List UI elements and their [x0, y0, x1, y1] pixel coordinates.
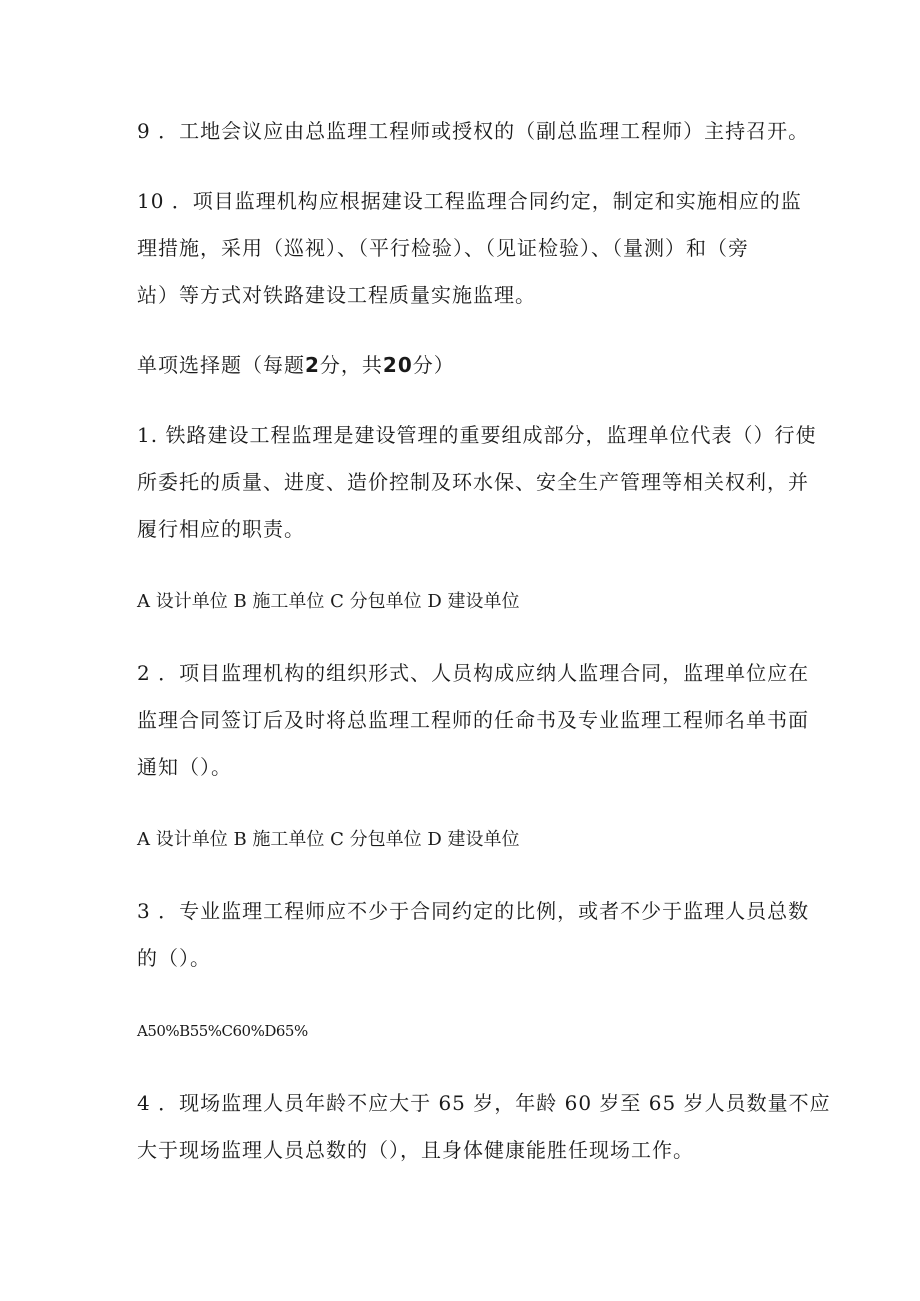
item-10-line-1: 10 ．项目监理机构应根据建设工程监理合同约定，制定和实施相应的监: [137, 189, 802, 213]
question-2: [137, 650, 810, 791]
section-heading-line: [137, 342, 787, 389]
item-10-line-3: 站）等方式对铁路建设工程质量实施监理。: [137, 283, 536, 307]
question-3-options: [137, 1008, 787, 1055]
question-4-line-1: 4 ．现场监理人员年龄不应大于 65 岁，年龄 60 岁至 65 岁人员数量不应: [137, 1091, 831, 1115]
section-heading-points: 2: [305, 353, 320, 377]
question-1: [137, 412, 817, 553]
question-3-line-1: 3 ．专业监理工程师应不少于合同约定的比例，或者不少于监理人员总数: [137, 899, 810, 923]
question-2-options: [137, 816, 787, 863]
question-1-options-text: A 设计单位 B 施工单位 C 分包单位 D 建设单位: [137, 591, 520, 612]
item-10: [137, 178, 802, 319]
question-2-line-3: 通知（）。: [137, 755, 232, 779]
item-9-line-1: 9 ．工地会议应由总监理工程师或授权的（副总监理工程师）主持召开。: [137, 119, 810, 143]
question-1-line-1: 1. 铁路建设工程监理是建设管理的重要组成部分，监理单位代表（）行使: [137, 423, 817, 447]
question-2-options-text: A 设计单位 B 施工单位 C 分包单位 D 建设单位: [137, 829, 520, 850]
section-heading-prefix: 单项选择题（每题: [137, 353, 305, 377]
question-2-line-2: 监理合同签订后及时将总监理工程师的任命书及专业监理工程师名单书面: [137, 708, 809, 732]
question-3: [137, 888, 810, 982]
question-2-line-1: 2 ．项目监理机构的组织形式、人员构成应纳人监理合同，监理单位应在: [137, 661, 810, 685]
item-10-line-2: 理措施，采用（巡视）、（平行检验）、（见证检验）、（量测）和（旁: [137, 236, 749, 260]
question-4: [137, 1080, 831, 1174]
item-9: [137, 108, 810, 155]
section-heading-suffix: 分）: [412, 353, 455, 377]
question-3-line-2: 的（）。: [137, 946, 211, 970]
section-heading-middle: 分，共: [319, 353, 383, 377]
section-heading: [137, 342, 787, 389]
question-1-line-2: 所委托的质量、进度、造价控制及环水保、安全生产管理等相关权利，并: [137, 470, 809, 494]
question-1-options: [137, 578, 787, 625]
section-heading-total: 20: [382, 353, 413, 377]
question-3-options-text: A50%B55%C60%D65%: [137, 1022, 308, 1040]
question-4-line-2: 大于现场监理人员总数的（），且身体健康能胜任现场工作。: [137, 1138, 694, 1162]
question-1-line-3: 履行相应的职责。: [137, 517, 305, 541]
